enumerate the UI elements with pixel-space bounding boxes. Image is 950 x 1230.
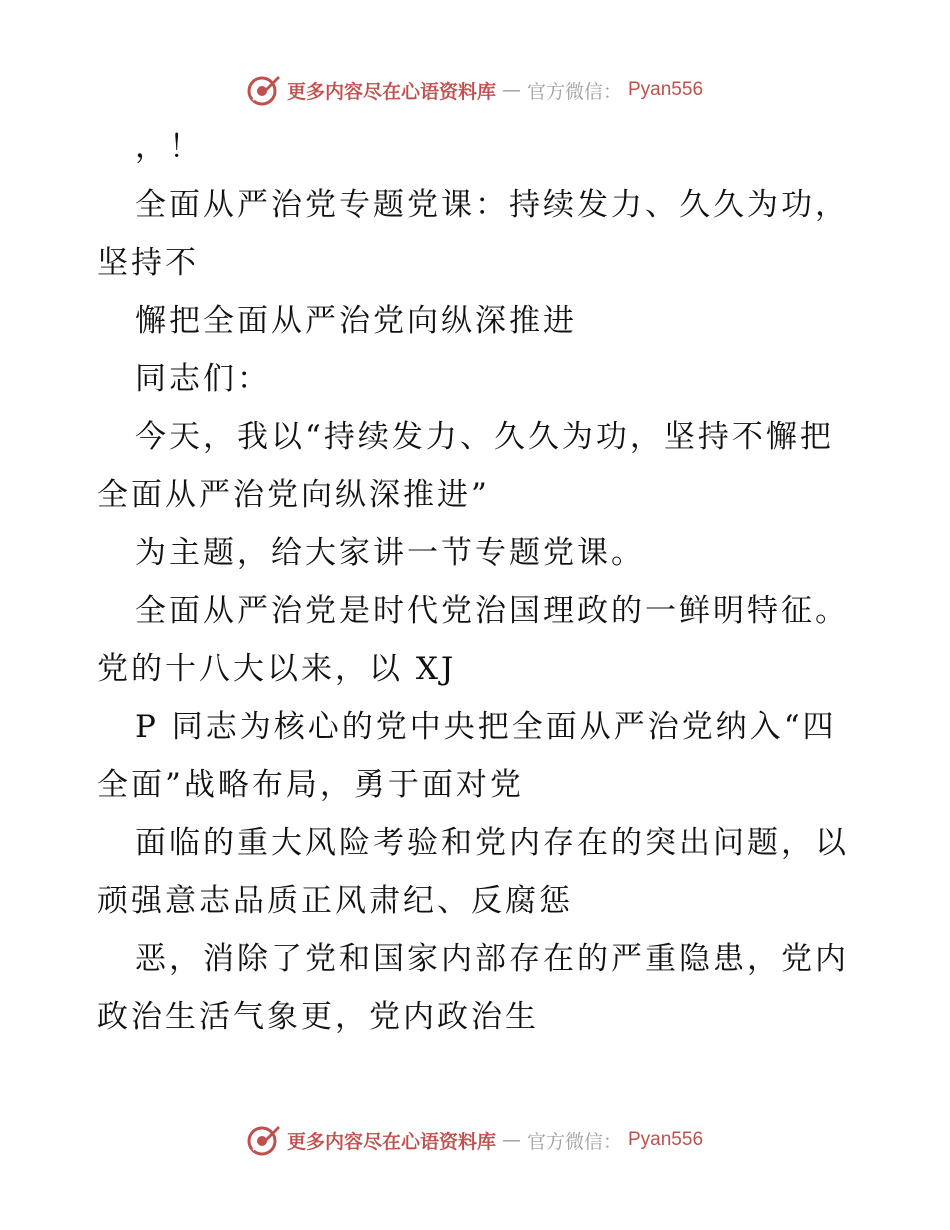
brand-separator: —: [501, 79, 521, 101]
brand-banner: [247, 73, 703, 107]
paragraph: ，！: [135, 129, 203, 165]
brand-main-text: 更多内容尽在心语资料库: [286, 1130, 496, 1153]
paragraph: 面临的重大风险考验和党内存在的突出问题，以顽强意志品质正风肃纪、反腐惩: [97, 825, 849, 919]
page-footer-watermark: [0, 1120, 950, 1160]
wechat-id: Pyan556: [628, 1129, 704, 1150]
brand-banner: [247, 1123, 703, 1157]
brand-main-text: 更多内容尽在心语资料库: [286, 80, 496, 103]
paragraph: 同志们：: [135, 361, 271, 397]
document-body: [97, 118, 857, 1046]
quill-logo-icon: [247, 73, 281, 107]
paragraph: 恶，消除了党和国家内部存在的严重隐患，党内政治生活气象更，党内政治生: [97, 941, 849, 1035]
paragraph: 全面从严治党专题党课：持续发力、久久为功，坚持不: [97, 187, 849, 281]
paragraph: 为主题，给大家讲一节专题党课。: [135, 535, 645, 571]
quill-logo-icon: [247, 1123, 281, 1157]
brand-sub-text: 官方微信：: [526, 1130, 622, 1153]
page-header-watermark: [0, 70, 950, 110]
wechat-id: Pyan556: [628, 79, 704, 100]
paragraph: 懈把全面从严治党向纵深推进: [135, 303, 577, 339]
brand-sub-text: 官方微信：: [526, 80, 622, 103]
paragraph: P 同志为核心的党中央把全面从严治党纳入“四全面”战略布局，勇于面对党: [97, 709, 837, 803]
paragraph: 今天，我以“持续发力、久久为功，坚持不懈把全面从严治党向纵深推进”: [97, 419, 834, 513]
brand-separator: —: [501, 1129, 521, 1151]
paragraph: 全面从严治党是时代党治国理政的一鲜明特征。党的十八大以来，以 XJ: [97, 593, 849, 687]
